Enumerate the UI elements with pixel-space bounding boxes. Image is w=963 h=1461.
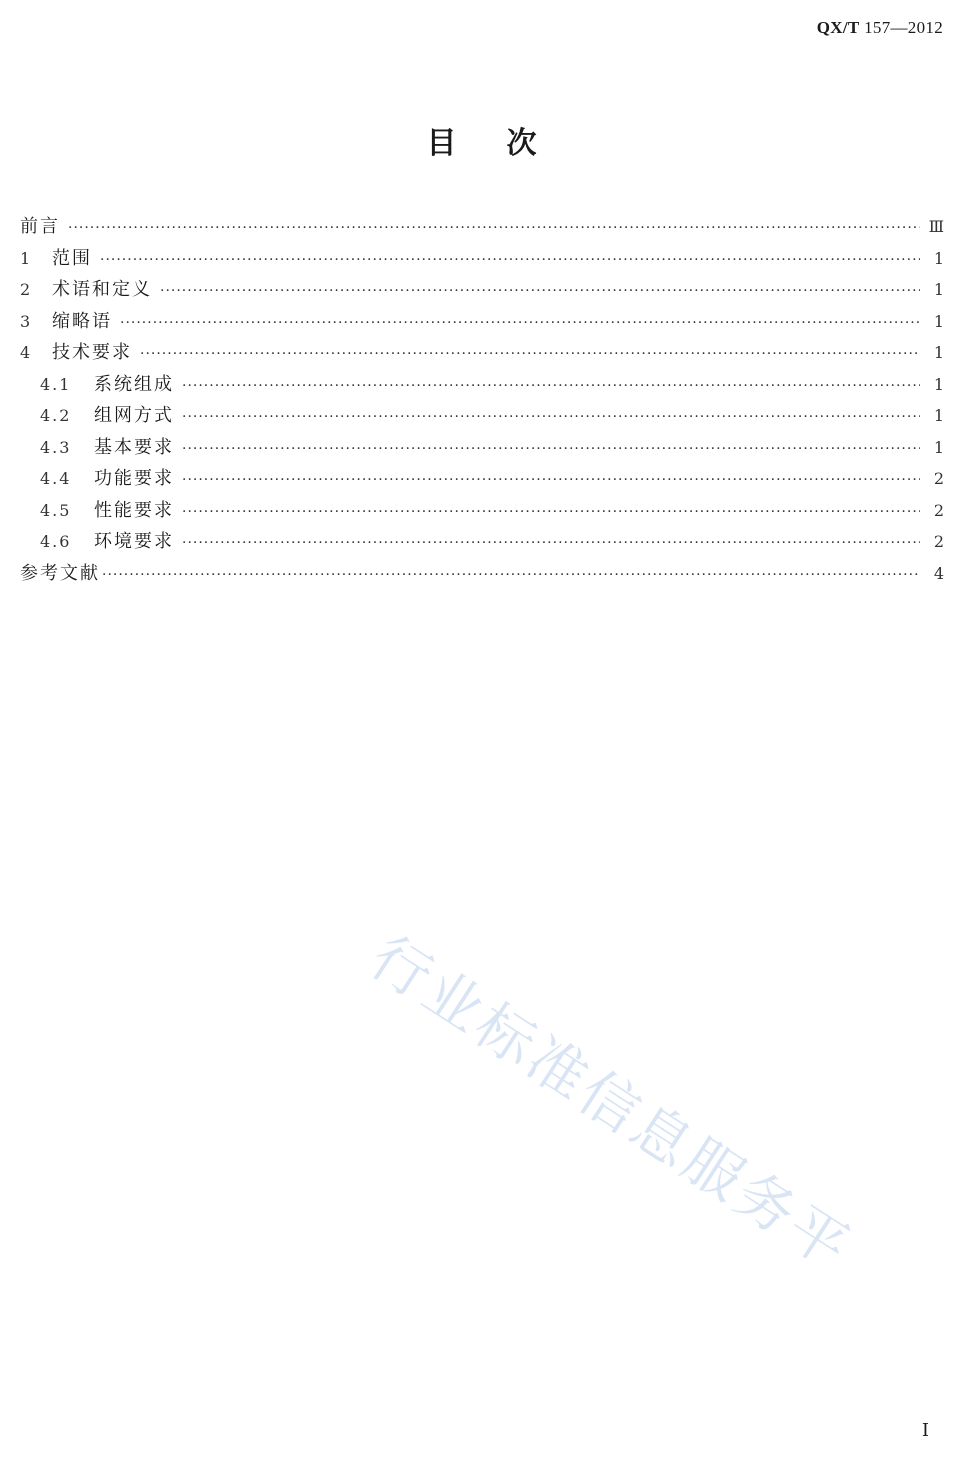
standard-number: 157—2012	[859, 18, 943, 37]
toc-entry-page: 2	[933, 500, 944, 520]
toc-entry-number: 4.4	[40, 469, 72, 488]
toc-entry-number: 4.5	[40, 500, 72, 520]
toc-entry-abbreviations[interactable]	[20, 306, 944, 338]
toc-entry-label: 前言	[20, 216, 60, 237]
toc-entry-label: 环境要求	[94, 531, 174, 552]
toc-entry-page: 1	[933, 280, 944, 299]
toc-entry-functional-requirements[interactable]	[20, 463, 944, 495]
toc-entry-networking-mode[interactable]	[20, 400, 944, 432]
toc-entry-foreword[interactable]	[20, 211, 944, 243]
toc-entry-number: 2	[20, 280, 31, 299]
toc-leader-dots	[100, 245, 920, 277]
toc-entry-page: 1	[933, 248, 944, 268]
toc-leader-dots	[182, 528, 920, 560]
toc-leader-dots	[120, 308, 920, 340]
toc-leader-dots	[182, 371, 920, 403]
toc-entry-page: 1	[933, 437, 944, 457]
toc-entry-page: 4	[933, 563, 944, 583]
toc-entry-label: 基本要求	[94, 436, 174, 458]
toc-entry-page: Ⅲ	[928, 217, 944, 236]
toc-entry-label: 功能要求	[94, 468, 174, 489]
toc-entry-label: 性能要求	[94, 499, 174, 521]
standard-prefix: QX/T	[816, 18, 860, 37]
toc-entry-label: 范围	[52, 247, 92, 269]
toc-entry-number: 4.6	[40, 532, 72, 551]
toc-entry-basic-requirements[interactable]	[20, 432, 944, 464]
toc-entry-page: 1	[933, 311, 944, 331]
toc-leader-dots	[182, 402, 920, 434]
toc-entry-number: 4	[20, 343, 31, 362]
toc-entry-number: 4.1	[40, 374, 72, 394]
toc-entry-number: 4.3	[40, 437, 72, 457]
toc-entry-system-composition[interactable]	[20, 369, 944, 401]
table-of-contents	[20, 211, 944, 589]
toc-entry-terms[interactable]	[20, 274, 944, 306]
toc-entry-page: 1	[933, 374, 944, 394]
toc-entry-number: 1	[20, 248, 31, 268]
toc-leader-dots	[102, 560, 920, 592]
toc-entry-performance-requirements[interactable]	[20, 495, 944, 527]
toc-leader-dots	[182, 497, 920, 529]
toc-entry-environmental-requirements[interactable]	[20, 526, 944, 558]
page-title: 目次	[426, 126, 587, 161]
toc-entry-page: 2	[933, 532, 944, 551]
toc-entry-references[interactable]	[20, 558, 944, 590]
standard-code	[817, 18, 943, 38]
toc-entry-label: 术语和定义	[52, 279, 152, 300]
toc-entry-label: 参考文献	[20, 562, 100, 584]
toc-leader-dots	[140, 339, 920, 371]
toc-leader-dots	[182, 434, 920, 466]
toc-entry-scope[interactable]	[20, 243, 944, 275]
toc-leader-dots	[160, 276, 920, 308]
toc-leader-dots	[182, 465, 920, 497]
toc-entry-page: 2	[933, 469, 944, 488]
watermark: 行业标准信息服务平	[358, 922, 864, 1284]
toc-entry-label: 技术要求	[52, 342, 132, 363]
toc-entry-technical-requirements[interactable]	[20, 337, 944, 369]
toc-entry-label: 组网方式	[94, 405, 174, 426]
toc-entry-page: 1	[933, 343, 944, 362]
toc-leader-dots	[68, 213, 920, 245]
page-number: I	[921, 1420, 929, 1441]
toc-entry-number: 4.2	[40, 406, 72, 425]
toc-entry-label: 缩略语	[52, 310, 112, 332]
toc-entry-label: 系统组成	[94, 373, 174, 395]
toc-entry-number: 3	[20, 311, 31, 331]
toc-entry-page: 1	[933, 406, 944, 425]
